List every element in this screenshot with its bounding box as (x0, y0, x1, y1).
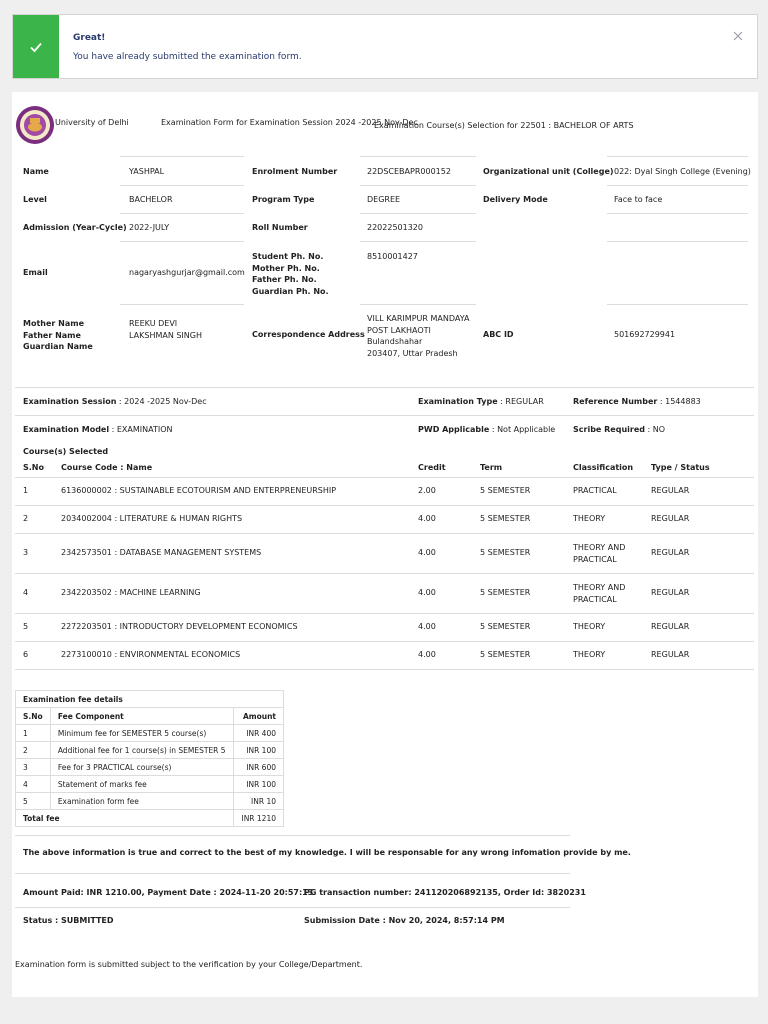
amount-paid: Amount Paid: INR 1210.00, Payment Date : 2024-11-20 20:57:13 (23, 888, 314, 897)
pg-transaction: PG transaction number: 241120206892135, Order Id: 3820231 (304, 888, 586, 897)
course-type: REGULAR (651, 514, 690, 523)
course-header: Classification (573, 463, 634, 472)
course-header: Course Code : Name (61, 463, 153, 472)
abc-value: 501692729941 (614, 330, 676, 339)
program-type-label: Program Type (252, 195, 315, 204)
course-term: 5 SEMESTER (480, 548, 531, 557)
fee-table (15, 690, 284, 827)
org-label: Organizational unit (College) (483, 167, 614, 176)
course-classification: PRACTICAL (573, 486, 617, 495)
course-sno: 6 (23, 650, 29, 659)
admission-label: Admission (Year-Cycle) (23, 223, 127, 232)
form-title: Examination Form for Examination Session 2024 -2025 Nov-Dec (161, 118, 418, 127)
alert-message: You have already submitted the examination form. (73, 52, 302, 62)
status: Status : SUBMITTED (23, 916, 114, 925)
course-term: 5 SEMESTER (480, 486, 531, 495)
phone-labels: Student Ph. No. Mother Ph. No. Father Ph. No. Guardian Ph. No. (252, 252, 329, 296)
course-sno: 3 (23, 548, 29, 557)
courses-heading: Course(s) Selected (23, 447, 109, 456)
scribe-required: Scribe Required : NO (573, 425, 666, 434)
verification-note: Examination form is submitted subject to the verification by your College/Department. (15, 960, 363, 969)
email-label: Email (23, 268, 48, 277)
course-classification: THEORY AND PRACTICAL (573, 543, 626, 564)
exam-session: Examination Session : 2024 -2025 Nov-Dec (23, 397, 207, 406)
course-sno: 1 (23, 486, 29, 495)
course-credit: 4.00 (418, 514, 436, 523)
examination-form-card (12, 92, 758, 997)
course-credit: 4.00 (418, 622, 436, 631)
email-value: nagaryashgurjar@gmail.com (129, 268, 245, 277)
course-name: 2342203502 : MACHINE LEARNING (61, 588, 201, 597)
roll-value: 22022501320 (367, 223, 423, 232)
submission-date: Submission Date : Nov 20, 2024, 8:57:14 PM (304, 916, 505, 925)
course-sno: 4 (23, 588, 29, 597)
course-header: Term (480, 463, 503, 472)
exam-model: Examination Model : EXAMINATION (23, 425, 173, 434)
course-classification: THEORY (573, 622, 606, 631)
course-classification: THEORY AND PRACTICAL (573, 583, 626, 604)
course-type: REGULAR (651, 588, 690, 597)
fee-total-row: Total fee INR 1210 (16, 810, 284, 827)
level-value: BACHELOR (129, 195, 173, 204)
course-credit: 4.00 (418, 650, 436, 659)
address-value: VILL KARIMPUR MANDAYA POST LAKHAOTI Bulandshahar 203407, Uttar Pradesh (367, 314, 470, 358)
course-selection-title: Examination Course(s) Selection for 22501 : BACHELOR OF ARTS (374, 121, 634, 130)
course-term: 5 SEMESTER (480, 514, 531, 523)
alert-title: Great! (73, 33, 106, 43)
university-name: University of Delhi (55, 118, 129, 127)
parent-values: REEKU DEVI LAKSHMAN SINGH (129, 319, 202, 340)
fee-title-row: Examination fee details (16, 691, 284, 708)
course-name: 2272203501 : INTRODUCTORY DEVELOPMENT ECONOMICS (61, 622, 298, 631)
course-type: REGULAR (651, 486, 690, 495)
course-name: 2342573501 : DATABASE MANAGEMENT SYSTEMS (61, 548, 262, 557)
enrolment-label: Enrolment Number (252, 167, 338, 176)
program-type-value: DEGREE (367, 195, 401, 204)
course-credit: 4.00 (418, 588, 436, 597)
fee-row: 1 Minimum fee for SEMESTER 5 course(s) INR 400 (16, 725, 284, 742)
check-icon (13, 15, 59, 78)
course-name: 6136000002 : SUSTAINABLE ECOTOURISM AND ENTERPRENEURSHIP (61, 486, 337, 495)
fee-row: 2 Additional fee for 1 course(s) in SEMESTER 5 INR 100 (16, 742, 284, 759)
delivery-value: Face to face (614, 195, 663, 204)
course-header: S.No (23, 463, 44, 472)
course-name: 2273100010 : ENVIRONMENTAL ECONOMICS (61, 650, 241, 659)
parent-labels: Mother Name Father Name Guardian Name (23, 319, 93, 351)
course-header: Credit (418, 463, 446, 472)
abc-label: ABC ID (483, 330, 514, 339)
course-credit: 2.00 (418, 486, 436, 495)
course-sno: 2 (23, 514, 29, 523)
fee-header-row: S.No Fee Component Amount (16, 708, 284, 725)
close-icon[interactable] (731, 29, 745, 43)
fee-row: 4 Statement of marks fee INR 100 (16, 776, 284, 793)
course-type: REGULAR (651, 548, 690, 557)
delivery-label: Delivery Mode (483, 195, 548, 204)
exam-type: Examination Type : REGULAR (418, 397, 544, 406)
declaration: The above information is true and correct to the best of my knowledge. I will be responsable for any wrong infomation provide by me. (23, 848, 631, 857)
course-term: 5 SEMESTER (480, 650, 531, 659)
course-type: REGULAR (651, 650, 690, 659)
course-term: 5 SEMESTER (480, 622, 531, 631)
course-header: Type / Status (651, 463, 710, 472)
fee-row: 3 Fee for 3 PRACTICAL course(s) INR 600 (16, 759, 284, 776)
name-value: YASHPAL (129, 167, 165, 176)
course-classification: THEORY (573, 514, 606, 523)
course-type: REGULAR (651, 622, 690, 631)
fee-row: 5 Examination form fee INR 10 (16, 793, 284, 810)
address-label: Correspondence Address (252, 330, 365, 339)
pwd-applicable: PWD Applicable : Not Applicable (418, 425, 556, 434)
success-alert (12, 14, 758, 79)
course-sno: 5 (23, 622, 29, 631)
level-label: Level (23, 195, 47, 204)
reference-number: Reference Number : 1544883 (573, 397, 701, 406)
enrolment-value: 22DSCEBAPR000152 (367, 167, 451, 176)
name-label: Name (23, 167, 49, 176)
roll-label: Roll Number (252, 223, 308, 232)
course-term: 5 SEMESTER (480, 588, 531, 597)
university-logo (15, 105, 55, 145)
org-value: 022: Dyal Singh College (Evening) (614, 167, 751, 176)
course-name: 2034002004 : LITERATURE & HUMAN RIGHTS (61, 514, 243, 523)
course-credit: 4.00 (418, 548, 436, 557)
phone-value: 8510001427 (367, 252, 418, 261)
course-classification: THEORY (573, 650, 606, 659)
admission-value: 2022-JULY (129, 223, 170, 232)
